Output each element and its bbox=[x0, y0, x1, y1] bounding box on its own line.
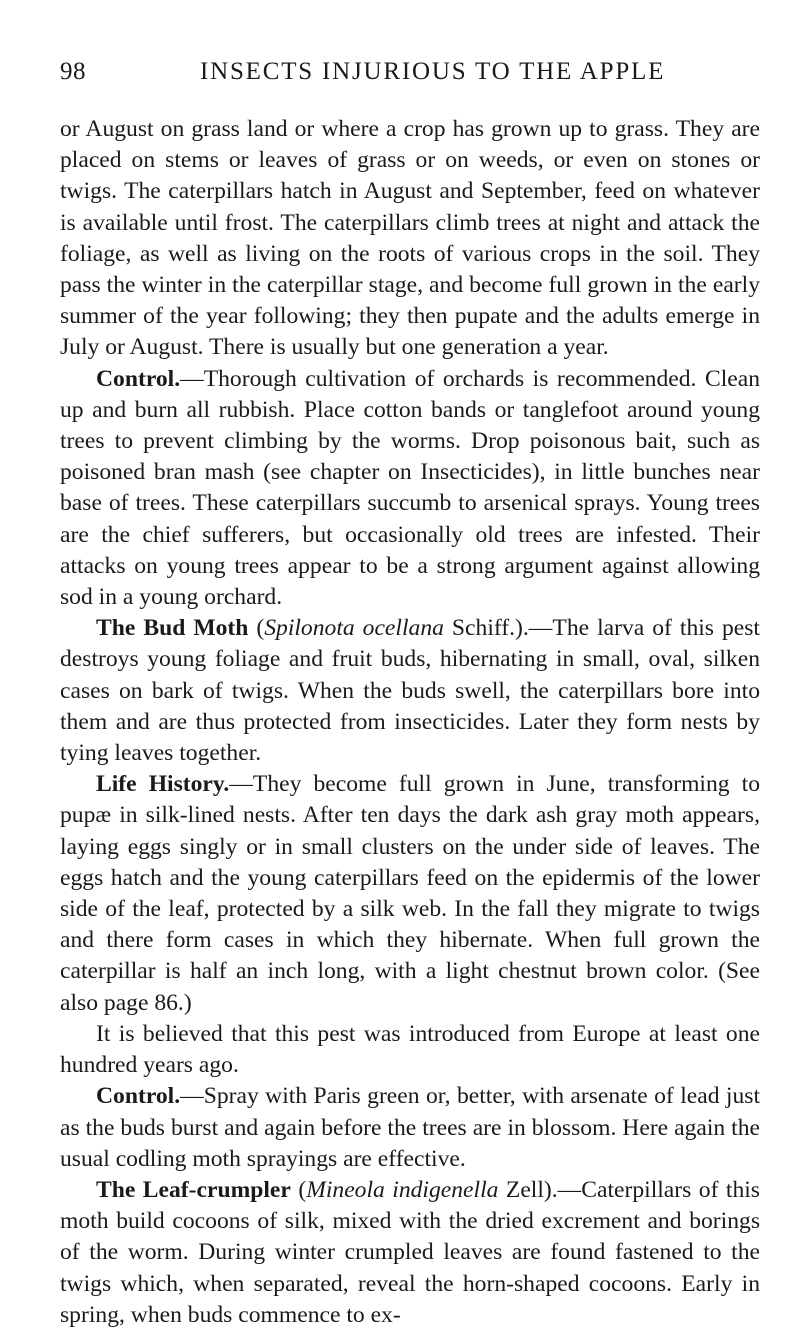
paragraph-text: or August on grass land or where a crop has grown up to grass. They are placed on stems or leaves of grass or on weeds, or even on stones or twigs. The caterpillars hatch in August and September, feed on whatever is available until frost. The caterpillars climb trees at night and attack the foliage, as well as living on the roots of various crops in the soil. They pass the winter in the caterpillar stage, and become full grown in the early summer of the year following; they then pupate and the adults emerge in July or August. There is usually but one generation a year. bbox=[60, 116, 760, 361]
paragraph-text: Schiff.).—The larva of this pest destroys young foliage and fruit buds, hibernating in small, oval, silken cases on bark of twigs. When the buds swell, the caterpillars bore into them and are thus protected from insecticides. Later they form nests by tying leaves together. bbox=[60, 615, 760, 767]
running-title: INSECTS INJURIOUS TO THE APPLE bbox=[200, 58, 666, 85]
paragraph-heading: Control. bbox=[96, 365, 181, 392]
paragraph-heading: The Leaf-crumpler bbox=[96, 1176, 291, 1203]
paragraph-text: —They become full grown in June, transforming to pupæ in silk-lined nests. After ten days the dark ash gray moth appears, laying eggs singly or in small clusters on the under side of leaves. The eggs hatch and the young caterpillars feed on the epidermis of the lower side of the leaf, protected by a silk web. In the fall they migrate to twigs and there form cases in which they hibernate. When full grown the caterpillar is half an inch long, with a light chestnut brown color. (See also page 86.) bbox=[60, 771, 760, 1016]
paragraph-text: —Spray with Paris green or, better, with arsenate of lead just as the buds burst and again before the trees are in blossom. Here again the usual codling moth sprayings are effective. bbox=[60, 1083, 760, 1172]
paragraph-bud-moth bbox=[60, 613, 760, 769]
paragraph-control-cutworm bbox=[60, 364, 760, 614]
paragraph-life-history bbox=[60, 769, 760, 1019]
body-text bbox=[60, 114, 760, 1331]
paragraph-heading: Control. bbox=[96, 1083, 181, 1110]
scientific-name: Mineola indigenella bbox=[306, 1176, 499, 1203]
paragraph-heading: The Bud Moth bbox=[96, 615, 249, 642]
paragraph-text: It is believed that this pest was introduced from Europe at least one hundred years ago. bbox=[60, 1020, 760, 1079]
paragraph-life-cycle bbox=[60, 114, 760, 364]
paragraph-leaf-crumpler bbox=[60, 1175, 760, 1331]
paragraph-text: —Thorough cultivation of orchards is recommended. Clean up and burn all rubbish. Place cotton bands or tanglefoot around young trees to prevent climbing by the worms. Drop poisonous bait, such as poisoned bran mash (see chapter on Insecticides), in little bunches near base of trees. These caterpillars succumb to arsenical sprays. Young trees are the chief sufferers, but occasionally old trees are infested. Their attacks on young trees appear to be a strong argument against allowing sod in a young orchard. bbox=[60, 365, 760, 611]
page-header bbox=[60, 58, 760, 98]
paragraph-heading: Life History. bbox=[96, 771, 230, 798]
paragraph-text: Zell).—Caterpillars of this moth build cocoons of silk, mixed with the dried excrement and borings of the worm. During winter crumpled leaves are found fastened to the twigs which, when separated, reveal the horn-shaped cocoons. Early in spring, when buds commence to ex- bbox=[60, 1176, 760, 1328]
paragraph-control-bud-moth bbox=[60, 1081, 760, 1175]
scientific-name: Spilonota ocellana bbox=[264, 615, 444, 642]
paragraph-introduction bbox=[60, 1019, 760, 1081]
paragraph-punct: ( bbox=[290, 1176, 307, 1203]
paragraph-punct: ( bbox=[248, 615, 265, 642]
page-number: 98 bbox=[60, 58, 86, 85]
